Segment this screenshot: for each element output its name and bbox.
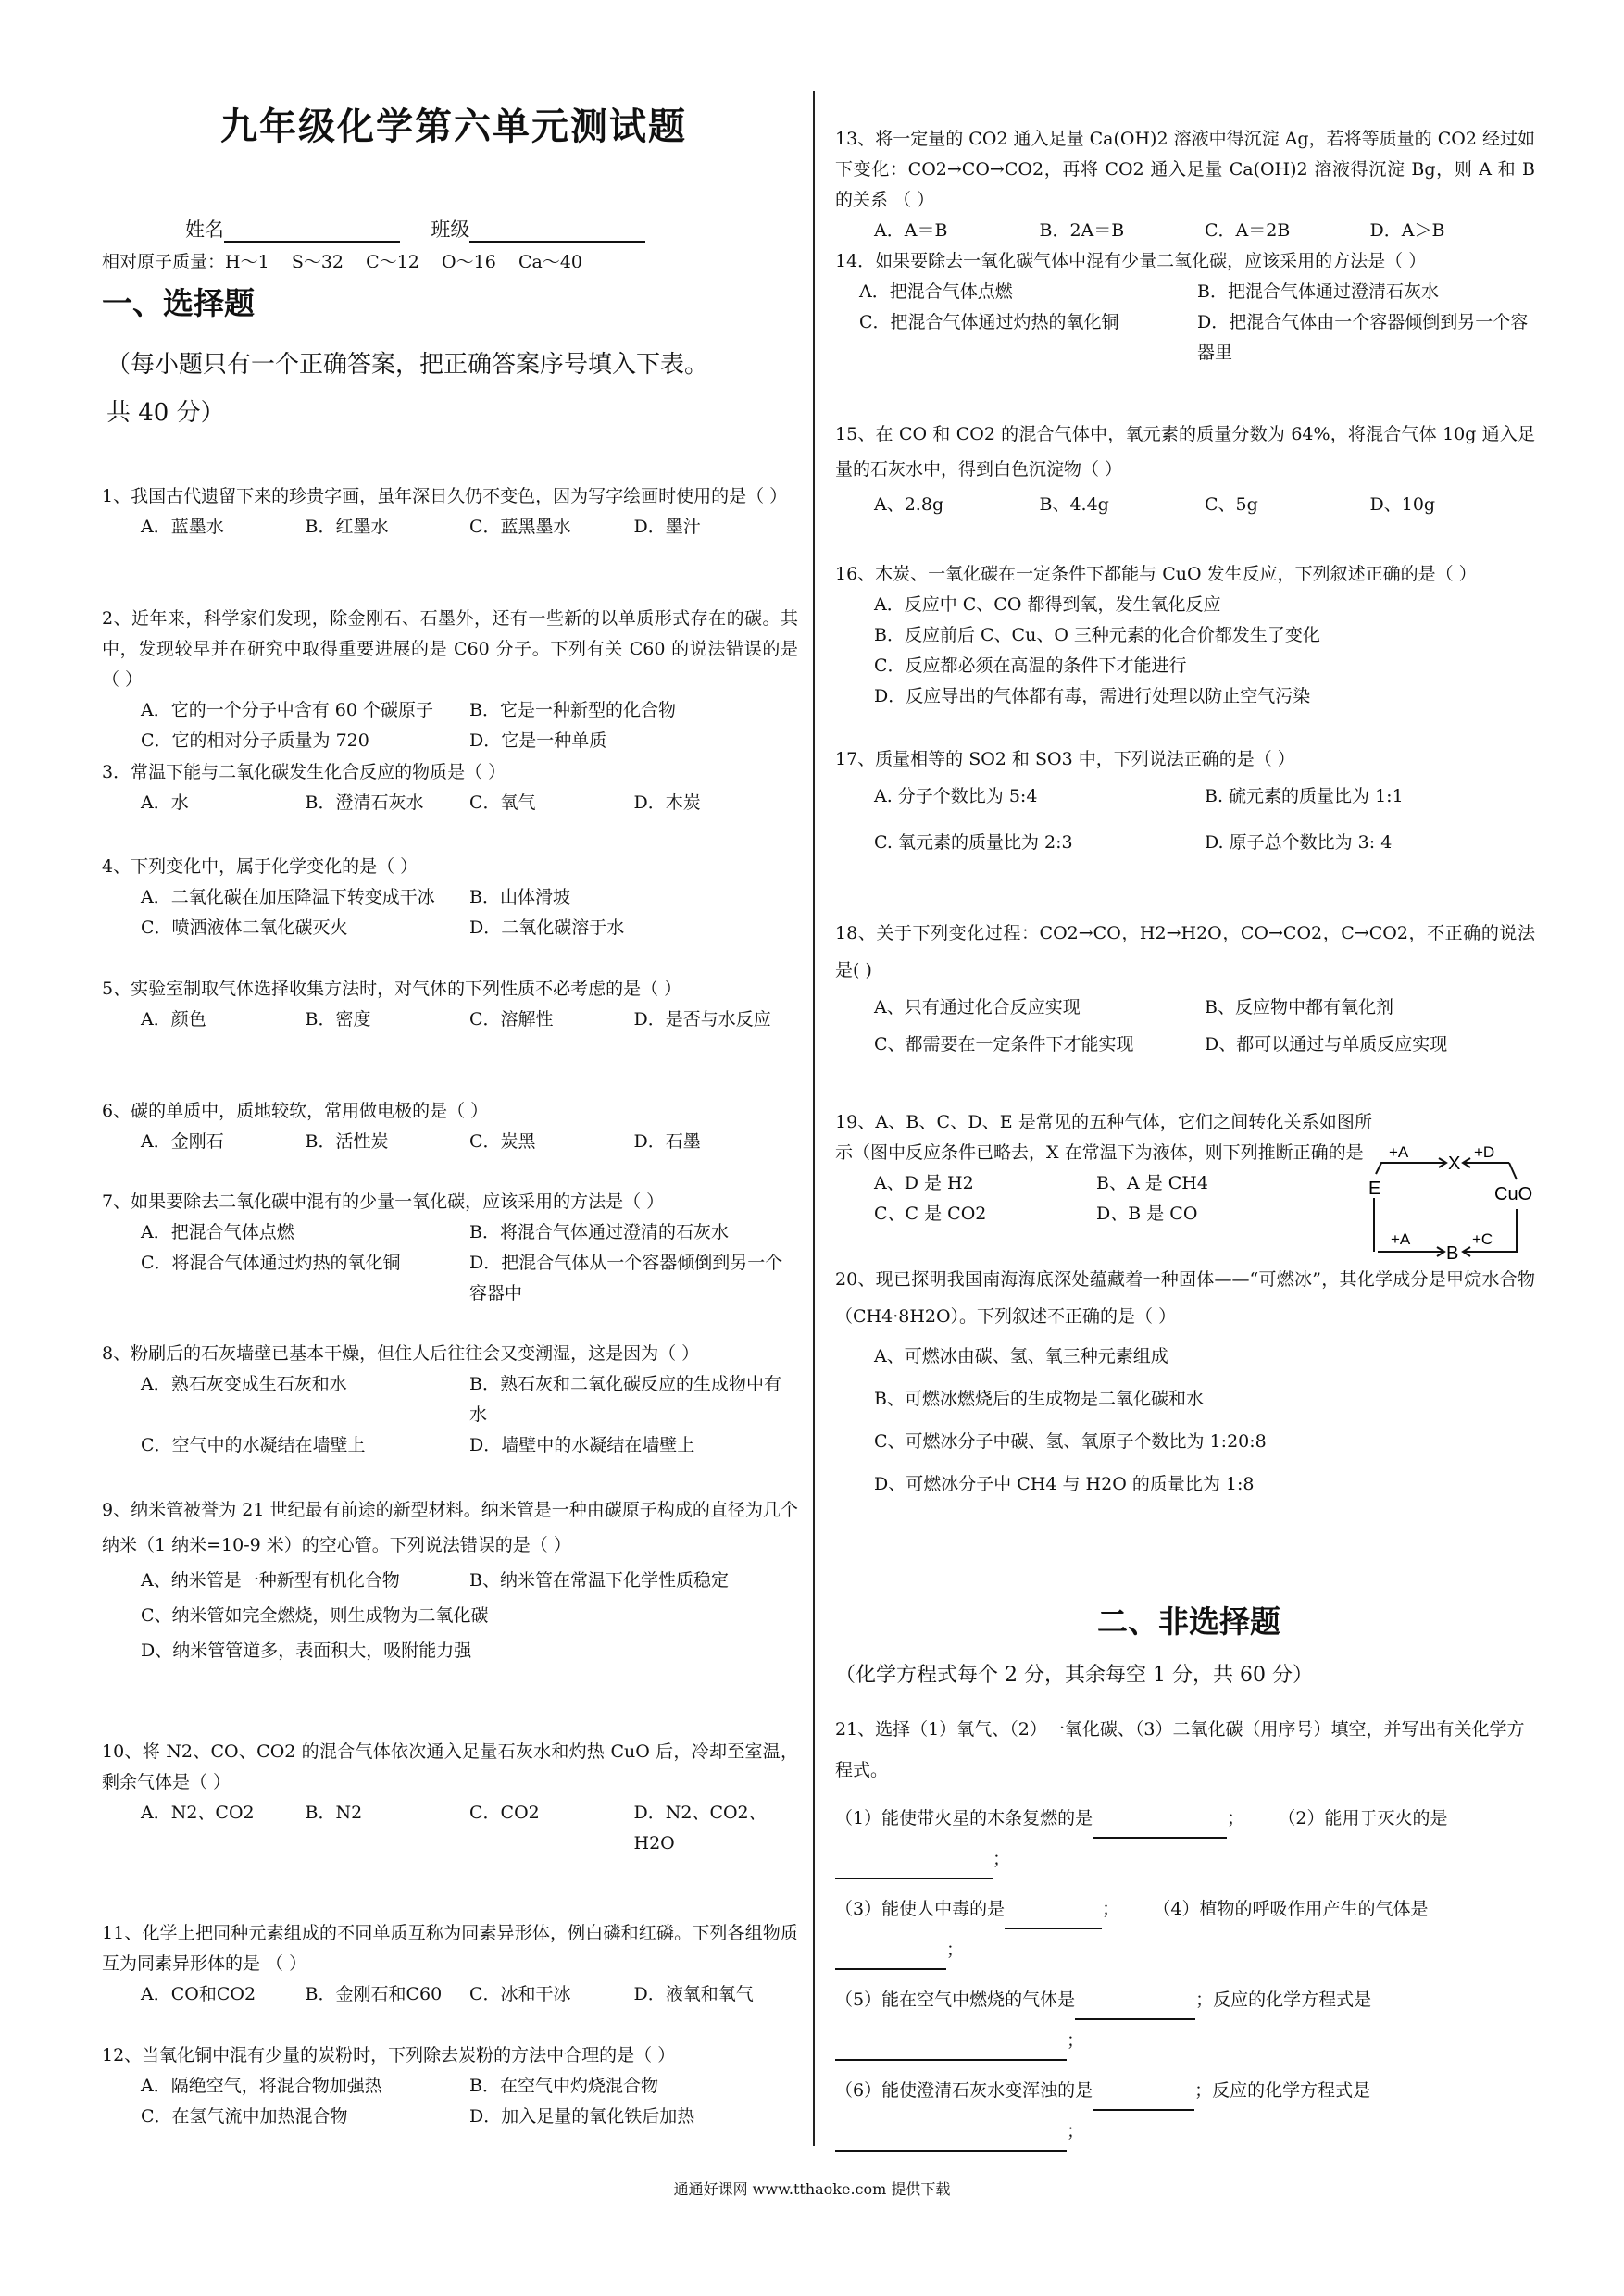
option-d[interactable]: D．它是一种单质: [469, 730, 607, 751]
question-6: [102, 1096, 798, 1157]
question-4: [102, 852, 798, 943]
question-21: [835, 1709, 1535, 2152]
name-label: 姓名: [185, 218, 224, 241]
section2-note: （化学方程式每个 2 分，其余每空 1 分，共 60 分）: [835, 1664, 1313, 1687]
atomic-masses: 相对原子质量：H～1 S～32 C～12 O～16 Ca～40: [102, 252, 582, 272]
option-d[interactable]: D．把混合气体由一个容器倾倒到另一个容器里: [1197, 312, 1529, 363]
option-b[interactable]: B．在空气中灼烧混合物: [469, 2076, 658, 2096]
question-text: 12、当氧化铜中混有少量的炭粉时，下列除去炭粉的方法中合理的是（ ）: [102, 2045, 676, 2065]
section2-heading: 二、非选择题: [1097, 1603, 1280, 1640]
option-a[interactable]: A．水: [141, 792, 189, 813]
line-cuo: [1509, 1163, 1517, 1179]
option-d[interactable]: D、可燃冰分子中 CH4 与 H2O 的质量比为 1:8: [874, 1474, 1255, 1494]
q21-part6-blank[interactable]: [1093, 2089, 1194, 2111]
question-text: 2、近年来，科学家们发现，除金刚石、石墨外，还有一些新的以单质形式存在的碳。其中，发现较早并在研究中取得重要进展的是 C60 分子。下列有关 C60 的说法错误的是 （ ）: [102, 608, 798, 690]
option-b[interactable]: B．把混合气体通过澄清石灰水: [1197, 281, 1439, 302]
option-d[interactable]: D．A＞B: [1369, 220, 1445, 241]
option-b[interactable]: B．将混合气体通过澄清的石灰水: [469, 1222, 729, 1242]
section1-note-line2: 共 40 分）: [106, 399, 225, 427]
option-d[interactable]: D．是否与水反应: [633, 1009, 771, 1029]
question-text: 16、木炭、一氧化碳在一定条件下都能与 CuO 发生反应，下列叙述正确的是（ ）: [835, 564, 1477, 584]
option-b[interactable]: B. 硫元素的质量比为 1:1: [1205, 786, 1404, 806]
q21-part2-blank[interactable]: [835, 1857, 993, 1879]
question-13: [835, 124, 1535, 246]
semicolon: ；: [1227, 1808, 1245, 1828]
option-a[interactable]: A、2.8g: [874, 494, 944, 515]
option-d[interactable]: D、10g: [1369, 494, 1436, 515]
page-title: 九年级化学第六单元测试题: [220, 106, 687, 148]
option-c[interactable]: C、都需要在一定条件下才能实现: [874, 1034, 1134, 1054]
semicolon: ；: [1067, 2030, 1085, 2051]
question-text: 5、实验室制取气体选择收集方法时，对气体的下列性质不必考虑的是（ ）: [102, 979, 682, 999]
semicolon: ；: [993, 1849, 1011, 1869]
question-7: [102, 1187, 798, 1309]
option-a[interactable]: A．颜色: [141, 1009, 206, 1029]
option-c[interactable]: C．氧气: [469, 792, 536, 813]
q21-part1-blank[interactable]: [1093, 1816, 1227, 1839]
option-c[interactable]: C．冰和干冰: [469, 1984, 571, 2004]
option-c[interactable]: C．反应都必须在高温的条件下才能进行: [874, 655, 1187, 676]
q21-part3-blank[interactable]: [1005, 1907, 1102, 1929]
option-c[interactable]: C．它的相对分子质量为 720: [141, 730, 369, 751]
section1-heading: 一、选择题: [102, 285, 255, 321]
label-cuo: CuO: [1494, 1184, 1533, 1204]
semicolon: ；: [1067, 2121, 1085, 2141]
option-d[interactable]: D．反应导出的气体都有毒，需进行处理以防止空气污染: [874, 686, 1311, 706]
question-17: [835, 741, 1535, 861]
option-a[interactable]: A、D 是 H2: [874, 1173, 974, 1193]
page-footer: 通通好课网 www.tthaoke.com 提供下载: [673, 2180, 951, 2198]
label-plus-a-top: +A: [1389, 1143, 1409, 1161]
option-d[interactable]: D．N2、CO2、H2O: [633, 1803, 767, 1853]
option-a[interactable]: A．把混合气体点燃: [859, 281, 1013, 302]
column-divider: [813, 91, 815, 2146]
q21-part4-blank[interactable]: [835, 1948, 946, 1970]
option-a[interactable]: A．把混合气体点燃: [141, 1222, 294, 1242]
name-field[interactable]: [224, 220, 400, 243]
option-a[interactable]: A．N2、CO2: [141, 1803, 255, 1823]
semicolon: ；: [946, 1940, 965, 1960]
question-text: 18、关于下列变化过程：CO2→CO，H2→H2O，CO→CO2，C→CO2，不正确的说法是( ): [835, 923, 1535, 980]
question-text: 19、A、B、C、D、E 是常见的五种气体，它们之间转化关系如图所示（图中反应条件已略去，X 在常温下为液体，则下列推断正确的是: [835, 1112, 1372, 1163]
option-d[interactable]: D. 原子总个数比为 3: 4: [1205, 832, 1393, 853]
q21-intro: 21、选择（1）氧气、（2）一氧化碳、（3）二氧化碳（用序号）填空，并写出有关化学方程式。: [835, 1719, 1525, 1780]
student-info: [185, 215, 645, 243]
option-d[interactable]: D、纳米管管道多，表面积大，吸附能力强: [141, 1641, 472, 1661]
question-5: [102, 974, 798, 1035]
class-label: 班级: [431, 218, 470, 241]
question-text: 20、现已探明我国南海海底深处蕴藏着一种固体——“可燃冰”，其化学成分是甲烷水合物（CH4·8H2O）。下列叙述不正确的是（ ）: [835, 1269, 1535, 1327]
option-c[interactable]: C. 氧元素的质量比为 2:3: [874, 832, 1073, 853]
option-b[interactable]: B．山体滑坡: [469, 887, 570, 907]
option-c[interactable]: C．将混合气体通过灼热的氧化铜: [141, 1253, 401, 1273]
q21-part3-label: （3）能使人中毒的是: [835, 1899, 1006, 1919]
option-b[interactable]: B．金刚石和C60: [305, 1984, 443, 2004]
question-10: [102, 1737, 798, 1859]
option-a[interactable]: A．CO和CO2: [141, 1984, 256, 2004]
option-a[interactable]: A. 分子个数比为 5:4: [874, 786, 1038, 806]
option-b[interactable]: B、可燃冰燃烧后的生成物是二氧化碳和水: [874, 1389, 1204, 1409]
q21-part6-equation-label: ；反应的化学方程式是: [1194, 2080, 1371, 2101]
q21-part5-label: （5）能在空气中燃烧的气体是: [835, 1990, 1076, 2010]
option-d[interactable]: D．木炭: [633, 792, 701, 813]
option-a[interactable]: A．它的一个分子中含有 60 个碳原子: [141, 700, 433, 720]
option-a[interactable]: A．熟石灰变成生石灰和水: [141, 1374, 347, 1394]
option-d[interactable]: D、都可以通过与单质反应实现: [1205, 1034, 1448, 1054]
question-text: 3．常温下能与二氧化碳发生化合反应的物质是（ ）: [102, 762, 506, 782]
option-c[interactable]: C．炭黑: [469, 1131, 536, 1152]
option-a[interactable]: A．隔绝空气，将混合物加强热: [141, 2076, 382, 2096]
option-a[interactable]: A、纳米管是一种新型有机化合物: [141, 1570, 400, 1591]
option-d[interactable]: D．墨汁: [633, 517, 701, 537]
q21-part5-equation-blank[interactable]: [835, 2039, 1067, 2061]
option-c[interactable]: C、C 是 CO2: [874, 1204, 987, 1224]
option-c[interactable]: C．喷洒液体二氧化碳灭火: [141, 917, 348, 938]
option-c[interactable]: C．把混合气体通过灼热的氧化铜: [859, 312, 1119, 332]
question-text: 11、化学上把同种元素组成的不同单质互称为同素异形体，例白磷和红磷。下列各组物质互为同素异形体的是 （ ）: [102, 1923, 798, 1974]
option-b[interactable]: B．它是一种新型的化合物: [469, 700, 676, 720]
question-1: [102, 481, 798, 543]
section1-note: [106, 341, 801, 437]
question-text: 10、将 N2、CO、CO2 的混合气体依次通入足量石灰水和灼热 CuO 后，冷却至室温，剩余气体是（ ）: [102, 1741, 798, 1792]
option-d[interactable]: D、B 是 CO: [1096, 1204, 1198, 1224]
option-d[interactable]: D．石墨: [633, 1131, 701, 1152]
option-c[interactable]: C、5g: [1205, 494, 1258, 515]
option-b[interactable]: B．红墨水: [305, 517, 389, 537]
q21-part4-label: （4）植物的呼吸作用产生的气体是: [1153, 1899, 1429, 1919]
label-e: E: [1368, 1179, 1381, 1199]
question-text: 1、我国古代遗留下来的珍贵字画，虽年深日久仍不变色，因为写字绘画时使用的是（ ）: [102, 486, 788, 506]
option-b[interactable]: B、4.4g: [1039, 494, 1109, 515]
q21-part5-blank[interactable]: [1075, 1998, 1195, 2020]
option-d[interactable]: D．二氧化碳溶于水: [469, 917, 625, 938]
option-d[interactable]: D．加入足量的氧化铁后加热: [469, 2106, 695, 2127]
arrow-e-to-x: [1376, 1163, 1444, 1174]
option-b[interactable]: B、反应物中都有氧化剂: [1205, 997, 1393, 1017]
option-a[interactable]: A、只有通过化合反应实现: [874, 997, 1081, 1017]
q21-part1-label: （1）能使带火星的木条复燃的是: [835, 1808, 1093, 1828]
semicolon: ；: [1102, 1899, 1120, 1919]
option-b[interactable]: B、纳米管在常温下化学性质稳定: [469, 1570, 729, 1591]
question-2: [102, 604, 798, 756]
option-b[interactable]: B、A 是 CH4: [1096, 1173, 1208, 1193]
option-c[interactable]: C．蓝黑墨水: [469, 517, 571, 537]
question-3: [102, 757, 798, 818]
q21-part6-equation-blank[interactable]: [835, 2129, 1067, 2152]
option-b[interactable]: B．反应前后 C、Cu、O 三种元素的化合价都发生了变化: [874, 625, 1320, 645]
label-plus-a-bottom: +A: [1391, 1230, 1411, 1248]
option-d[interactable]: D．液氧和氧气: [633, 1984, 754, 2004]
gas-transformation-diagram: [1368, 1142, 1535, 1272]
question-text: 9、纳米管被誉为 21 世纪最有前途的新型材料。纳米管是一种由碳原子构成的直径为几个纳米（1 纳米=10-9 米）的空心管。下列说法错误的是（ ）: [102, 1500, 798, 1555]
option-a[interactable]: A．蓝墨水: [141, 517, 224, 537]
option-a[interactable]: A．A＝B: [874, 220, 948, 241]
section1-note-line1: （每小题只有一个正确答案，把正确答案序号填入下表。: [106, 351, 709, 379]
label-plus-d: +D: [1474, 1143, 1495, 1161]
option-a[interactable]: A．反应中 C、CO 都得到氧，发生氧化反应: [874, 594, 1221, 615]
question-text: 15、在 CO 和 CO2 的混合气体中，氧元素的质量分数为 64%，将混合气体 10g 通入足量的石灰水中，得到白色沉淀物（ ）: [835, 424, 1535, 480]
question-20: [835, 1261, 1535, 1505]
question-9: [102, 1492, 798, 1668]
question-text: 17、质量相等的 SO2 和 SO3 中，下列说法正确的是（ ）: [835, 749, 1295, 769]
label-x: X: [1448, 1154, 1461, 1174]
question-text: 8、粉刷后的石灰墙壁已基本干燥，但住人后往往会又变潮湿，这是因为（ ）: [102, 1343, 700, 1364]
question-15: [835, 417, 1535, 522]
question-18: [835, 915, 1535, 1063]
question-12: [102, 2040, 798, 2132]
question-text: 6、碳的单质中，质地较软，常用做电极的是（ ）: [102, 1101, 489, 1121]
question-16: [835, 559, 1535, 712]
question-text: 4、下列变化中，属于化学变化的是（ ）: [102, 856, 418, 877]
option-a[interactable]: A．二氧化碳在加压降温下转变成干冰: [141, 887, 435, 907]
option-c[interactable]: C．在氢气流中加热混合物: [141, 2106, 348, 2127]
option-b[interactable]: B．N2: [305, 1803, 363, 1823]
class-field[interactable]: [469, 220, 645, 243]
option-b[interactable]: B．熟石灰和二氧化碳反应的生成物中有水: [469, 1374, 781, 1425]
option-c[interactable]: C、可燃冰分子中碳、氢、氧原子个数比为 1:20:8: [874, 1431, 1267, 1452]
option-c[interactable]: C．CO2: [469, 1803, 540, 1823]
option-b[interactable]: B．活性炭: [305, 1131, 389, 1152]
option-b[interactable]: B．澄清石灰水: [305, 792, 424, 813]
label-plus-c: +C: [1472, 1230, 1493, 1248]
q21-part5-equation-label: ；反应的化学方程式是: [1195, 1990, 1372, 2010]
question-text: 13、将一定量的 CO2 通入足量 Ca(OH)2 溶液中得沉淀 Ag，若将等质量的 CO2 经过如下变化：CO2→CO→CO2，再将 CO2 通入足量 Ca(OH)2 溶液得沉淀 Bg，则 A 和 B 的关系 （ ）: [835, 129, 1535, 210]
q21-part2-label: （2）能用于灭火的是: [1278, 1808, 1448, 1828]
q21-part6-label: （6）能使澄清石灰水变浑浊的是: [835, 2080, 1093, 2101]
question-text: 14．如果要除去一氧化碳气体中混有少量二氧化碳，应该采用的方法是（ ）: [835, 251, 1427, 271]
option-c[interactable]: C．溶解性: [469, 1009, 554, 1029]
option-b[interactable]: B．2A＝B: [1039, 220, 1125, 241]
question-14: [835, 246, 1535, 368]
option-d[interactable]: D．把混合气体从一个容器倾倒到另一个容器中: [469, 1253, 783, 1304]
question-text: 7、如果要除去二氧化碳中混有的少量一氧化碳，应该采用的方法是（ ）: [102, 1192, 665, 1212]
option-b[interactable]: B．密度: [305, 1009, 371, 1029]
option-d[interactable]: D．墙壁中的水凝结在墙壁上: [469, 1435, 695, 1455]
option-a[interactable]: A．金刚石: [141, 1131, 224, 1152]
option-c[interactable]: C、纳米管如完全燃烧，则生成物为二氧化碳: [141, 1605, 489, 1626]
question-11: [102, 1918, 798, 2010]
option-c[interactable]: C．空气中的水凝结在墙壁上: [141, 1435, 366, 1455]
question-8: [102, 1339, 798, 1461]
option-a[interactable]: A、可燃冰由碳、氢、氧三种元素组成: [874, 1346, 1168, 1366]
option-c[interactable]: C．A＝2B: [1205, 220, 1291, 241]
label-b: B: [1446, 1243, 1459, 1264]
